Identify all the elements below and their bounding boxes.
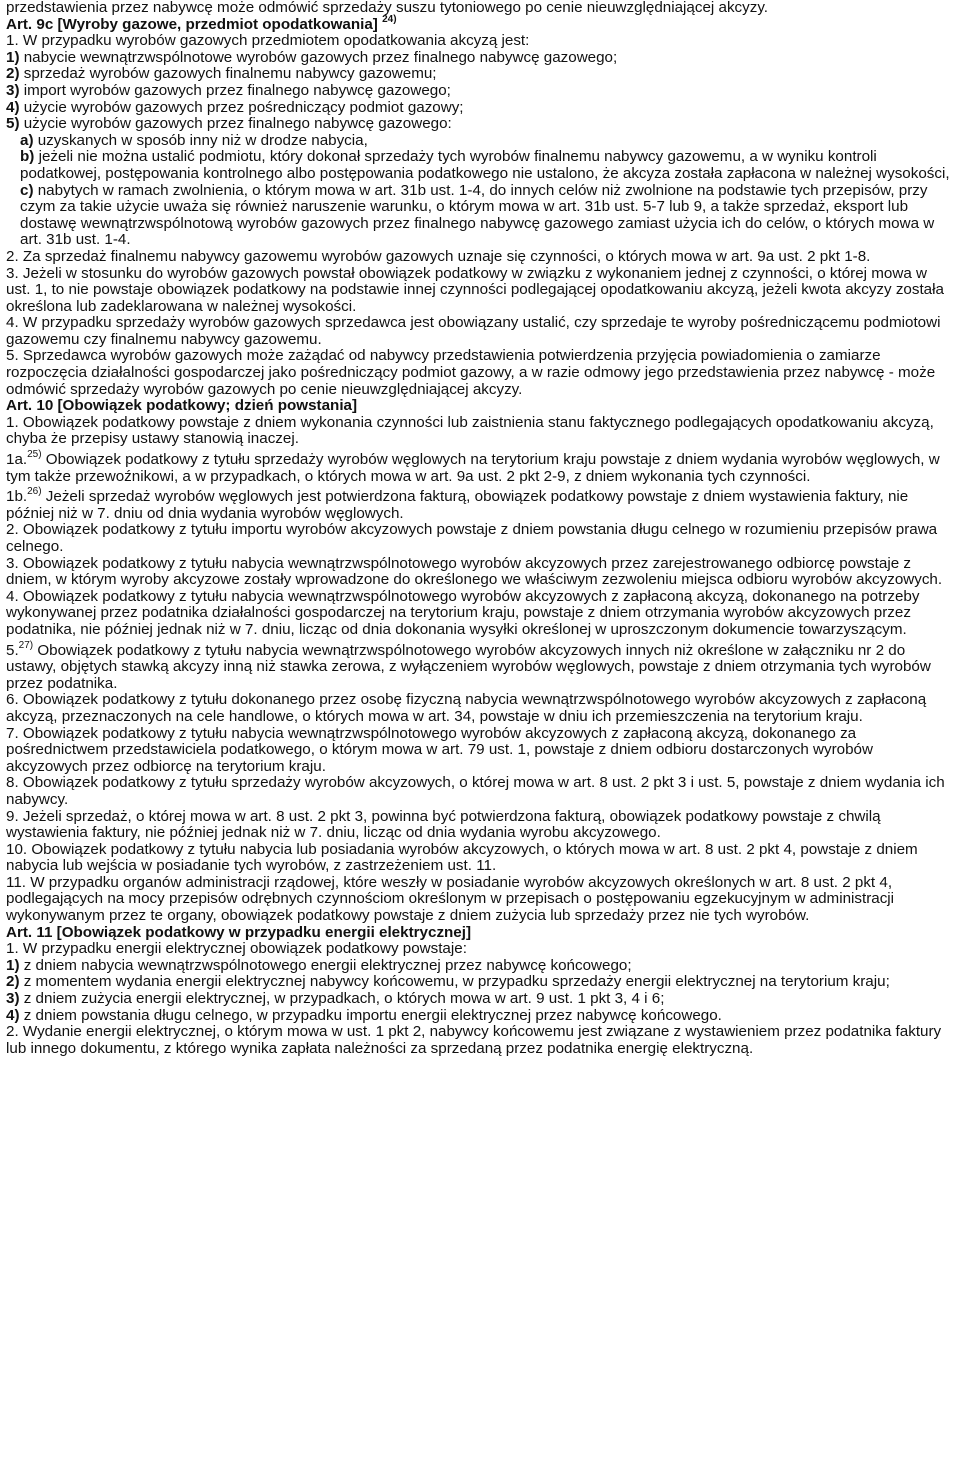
- paragraph-text: Jeżeli sprzedaż wyrobów węglowych jest potwierdzona fakturą, obowiązek podatkowy powstaje z dniem wystawienia faktury, nie później niż w 7. dniu od dnia wydania wyrobów węglowych.: [6, 488, 909, 522]
- list-marker: 3): [6, 81, 20, 99]
- paragraph: [6, 66, 954, 83]
- paragraph: [6, 315, 954, 348]
- footnote-ref: 27): [18, 639, 34, 651]
- paragraph-text: 2. Obowiązek podatkowy z tytułu importu wyrobów akcyzowych powstaje z dniem powstania długu celnego w rozumieniu przepisów prawa celnego.: [6, 521, 938, 555]
- list-marker: 5): [6, 115, 20, 133]
- paragraph: [6, 974, 954, 991]
- paragraph: [6, 1008, 954, 1025]
- paragraph-text: z dniem zużycia energii elektrycznej, w przypadkach, o których mowa w art. 9 ust. 1 pkt 3, 4 i 6;: [19, 990, 665, 1008]
- paragraph-text: 2. Za sprzedaż finalnemu nabywcy gazowemu wyrobów gazowych uznaje się czynności, o których mowa w art. 9a ust. 2 pkt 1-8.: [6, 247, 871, 265]
- paragraph-number: 1b.: [6, 488, 28, 506]
- paragraph: [6, 415, 954, 448]
- paragraph: [6, 775, 954, 808]
- paragraph-text: 1. W przypadku energii elektrycznej obowiązek podatkowy powstaje:: [6, 940, 467, 958]
- paragraph-text: 4. W przypadku sprzedaży wyrobów gazowych sprzedawca jest obowiązany ustalić, czy sprzedaje te wyroby pośredniczącemu podmiotowi gazowemu czy finalnemu nabywcy gazowemu.: [6, 314, 941, 348]
- paragraph-text: 10. Obowiązek podatkowy z tytułu nabycia lub posiadania wyrobów akcyzowych, o których mowa w art. 8 ust. 2 pkt 4, powstaje z dniem nabycia lub wejścia w posiadanie tych wyrobów, z zastrzeżeniem ust. 11.: [6, 840, 918, 875]
- paragraph: [6, 50, 954, 67]
- list-marker: 3): [6, 990, 20, 1008]
- paragraph-text: Obowiązek podatkowy z tytułu nabycia wewnątrzwspólnotowego wyrobów akcyzowych innych niż określone w załączniku nr 2 do ustawy, objętych stawką akcyzy inną niż stawka zerowa, z wyłączeniem wyrobów węglowych, powstaje z dniem otrzymania tych wyrobów przez podatnika.: [6, 641, 931, 692]
- list-marker: 1): [6, 956, 20, 974]
- paragraph: [6, 522, 954, 555]
- paragraph-text: 8. Obowiązek podatkowy z tytułu sprzedaży wyrobów akcyzowych, o której mowa w art. 8 ust. 2 pkt 3 i ust. 5, powstaje z dniem wydania ich nabywcy.: [6, 774, 945, 808]
- paragraph-text: 9. Jeżeli sprzedaż, o której mowa w art. 8 ust. 2 pkt 3, powinna być potwierdzona fakturą, obowiązek podatkowy powstaje z chwilą wystawienia faktury, nie później jednak niż w 7. dniu, licząc od dnia wydania wyrobu akcyzowego.: [6, 807, 881, 842]
- list-marker: 1): [6, 48, 20, 66]
- paragraph-text: 1. Obowiązek podatkowy powstaje z dniem wykonania czynności lub zaistnienia stanu faktycznego podlegających opodatkowaniu akcyzą, chyba że przepisy ustawy stanowią inaczej.: [6, 413, 934, 448]
- list-marker: 2): [6, 65, 20, 83]
- list-marker: b): [20, 148, 35, 166]
- paragraph-text: 3. Obowiązek podatkowy z tytułu nabycia wewnątrzwspólnotowego wyrobów akcyzowych przez zarejestrowanego odbiorcę powstaje z dniem, w którym wyroby akcyzowe zostały wprowadzone do określonego we właściwym zezwoleniu miejsca odbioru wyrobów akcyzowych.: [6, 554, 943, 589]
- paragraph-text: przedstawienia przez nabywcę może odmówić sprzedaży suszu tytoniowego po cenie nieuwzględniającej akcyzy.: [6, 0, 769, 16]
- paragraph-text: nabycie wewnątrzwspólnotowe wyrobów gazowych przez finalnego nabywcę gazowego;: [19, 48, 618, 66]
- paragraph: [6, 133, 954, 150]
- paragraph: [6, 100, 954, 117]
- paragraph-number: 1a.: [6, 451, 28, 469]
- paragraph: [6, 183, 954, 249]
- document-content: [6, 0, 954, 1057]
- paragraph: [6, 486, 954, 522]
- paragraph: [6, 83, 954, 100]
- footnote-ref: 25): [27, 449, 42, 461]
- list-marker: a): [20, 131, 34, 149]
- paragraph: [6, 1024, 954, 1057]
- article-heading: [6, 13, 954, 34]
- paragraph-text: sprzedaż wyrobów gazowych finalnemu nabywcy gazowemu;: [19, 65, 437, 83]
- paragraph: [6, 266, 954, 316]
- paragraph-text: użycie wyrobów gazowych przez finalnego nabywcę gazowego:: [19, 115, 452, 133]
- paragraph: [6, 116, 954, 133]
- paragraph: [6, 0, 954, 17]
- paragraph-text: jeżeli nie można ustalić podmiotu, który dokonał sprzedaży tych wyrobów finalnemu nabywcy gazowemu, a w wyniku kontroli podatkowej, postępowania kontrolnego albo postępowania podatkowego nie ustalono, że akcyza została zapłacona w należnej wysokości,: [20, 148, 950, 182]
- paragraph-text: z dniem nabycia wewnątrzwspólnotowego energii elektrycznej przez nabywcę końcowego;: [19, 956, 632, 974]
- list-marker: 4): [6, 98, 20, 116]
- paragraph: [6, 958, 954, 975]
- paragraph: [6, 692, 954, 725]
- footnote-ref: 26): [27, 486, 42, 498]
- paragraph-text: 5. Sprzedawca wyrobów gazowych może zażądać od nabywcy przedstawienia potwierdzenia przyjęcia powiadomienia o zamiarze rozpoczęcia działalności gospodarczej jako pośredniczący podmiot gazowy, a w razie odmowy jego przedstawienia przez nabywcę - może odmówić sprzedaży wyrobów gazowych po cenie nieuwzględniającej akcyzy.: [6, 347, 936, 398]
- paragraph: [6, 842, 954, 875]
- paragraph-text: 4. Obowiązek podatkowy z tytułu nabycia wewnątrzwspólnotowego wyrobów akcyzowych z zapłaconą akcyzą, dokonanego na potrzeby wykonywanej przez podatnika działalności gospodarczej na terytorium kraju, powstaje z dniem otrzymania wyrobów akcyzowych przez podatnika, nie później jednak niż w 7. dniu, licząc od dnia dokonania wysyłki określonej w uproszczonym dokumencie towarzyszącym.: [6, 587, 920, 638]
- paragraph: [6, 33, 954, 50]
- paragraph-text: 1. W przypadku wyrobów gazowych przedmiotem opodatkowania akcyzą jest:: [6, 32, 530, 50]
- paragraph: [6, 556, 954, 589]
- paragraph-text: Art. 10 [Obowiązek podatkowy; dzień powstania]: [6, 397, 358, 415]
- paragraph: [6, 639, 954, 693]
- paragraph: [6, 991, 954, 1008]
- paragraph-text: Art. 9c [Wyroby gazowe, przedmiot opodatkowania]: [6, 15, 378, 33]
- article-heading: [6, 398, 954, 415]
- list-marker: 2): [6, 973, 20, 991]
- paragraph: [6, 589, 954, 639]
- paragraph: [6, 809, 954, 842]
- paragraph: [6, 449, 954, 485]
- paragraph: [6, 249, 954, 266]
- paragraph-text: uzyskanych w sposób inny niż w drodze nabycia,: [33, 131, 368, 149]
- footnote-ref: 24): [382, 13, 397, 25]
- paragraph: [6, 348, 954, 398]
- paragraph: [6, 941, 954, 958]
- paragraph-text: 3. Jeżeli w stosunku do wyrobów gazowych powstał obowiązek podatkowy w związku z wykonaniem jednej z czynności, o której mowa w ust. 1, to nie powstaje obowiązek podatkowy na podstawie innej czynności podlegającej opodatkowaniu akcyzą, jeżeli kwota akcyzy została określona lub zadeklarowana w należnej wysokości.: [6, 264, 944, 315]
- paragraph-text: 11. W przypadku organów administracji rządowej, które weszły w posiadanie wyrobów akcyzowych określonych w art. 8 ust. 2 pkt 4, podlegających na mocy przepisów odrębnych czynnościom określonym w przepisach o postępowaniu egzekucyjnym w administracji wykonywanym przez te organy, obowiązek podatkowy powstaje z dniem zużycia lub sprzedaży przez nie tych wyrobów.: [6, 873, 895, 925]
- list-marker: c): [20, 181, 34, 199]
- paragraph-text: z momentem wydania energii elektrycznej nabywcy końcowemu, w przypadku sprzedaży energii elektrycznej na terytorium kraju;: [19, 973, 890, 991]
- paragraph-text: 6. Obowiązek podatkowy z tytułu dokonanego przez osobę fizyczną nabycia wewnątrzwspólnotowego wyrobów akcyzowych z zapłaconą akcyzą, przeznaczonych na cele handlowe, o których mowa w art. 34, powstaje w dniu ich przemieszczenia na terytorium kraju.: [6, 691, 927, 725]
- paragraph-text: 2. Wydanie energii elektrycznej, o którym mowa w ust. 1 pkt 2, nabywcy końcowemu jest związane z wystawieniem przez podatnika faktury lub innego dokumentu, z którego wynika zapłata należności za sprzedaną przez podatnika energię elektryczną.: [6, 1023, 942, 1057]
- paragraph-text: import wyrobów gazowych przez finalnego nabywcę gazowego;: [19, 81, 451, 99]
- paragraph-text: użycie wyrobów gazowych przez pośredniczący podmiot gazowy;: [19, 98, 464, 116]
- paragraph-text: z dniem powstania długu celnego, w przypadku importu energii elektrycznej przez nabywcę końcowego.: [19, 1006, 722, 1024]
- paragraph-text: Obowiązek podatkowy z tytułu sprzedaży wyrobów węglowych na terytorium kraju powstaje z dniem wydania wyrobów węglowych, w tym także przewoźnikowi, a w przypadkach, o których mowa w art. 9a ust. 2 pkt 2-9, z dniem wykonania tych czynności.: [6, 451, 940, 485]
- article-heading: [6, 925, 954, 942]
- paragraph: [6, 875, 954, 925]
- paragraph-text: Art. 11 [Obowiązek podatkowy w przypadku energii elektrycznej]: [6, 923, 472, 941]
- paragraph-number: 5.: [6, 641, 19, 659]
- list-marker: 4): [6, 1006, 20, 1024]
- paragraph: [6, 726, 954, 776]
- paragraph-text: nabytych w ramach zwolnienia, o którym mowa w art. 31b ust. 1-4, do innych celów niż zwolnione na podstawie tych przepisów, przy czym za takie użycie uważa się również naruszenie warunku, o którym mowa w art. 31b ust. 5-7 lub 9, a także sprzedaż, eksport lub dostawę wewnątrzwspólnotową wyrobów gazowych przez finalnego nabywcę gazowego zamiast użycia ich do celów, o których mowa w art. 31b ust. 1-4.: [20, 181, 935, 249]
- paragraph-text: 7. Obowiązek podatkowy z tytułu nabycia wewnątrzwspólnotowego wyrobów akcyzowych z zapłaconą akcyzą, dokonanego za pośrednictwem przedstawiciela podatkowego, o którym mowa w art. 79 ust. 1, powstaje z dniem odbioru dostarczonych wyrobów akcyzowych przez odbiorcę na terytorium kraju.: [6, 724, 873, 775]
- paragraph: [6, 149, 954, 182]
